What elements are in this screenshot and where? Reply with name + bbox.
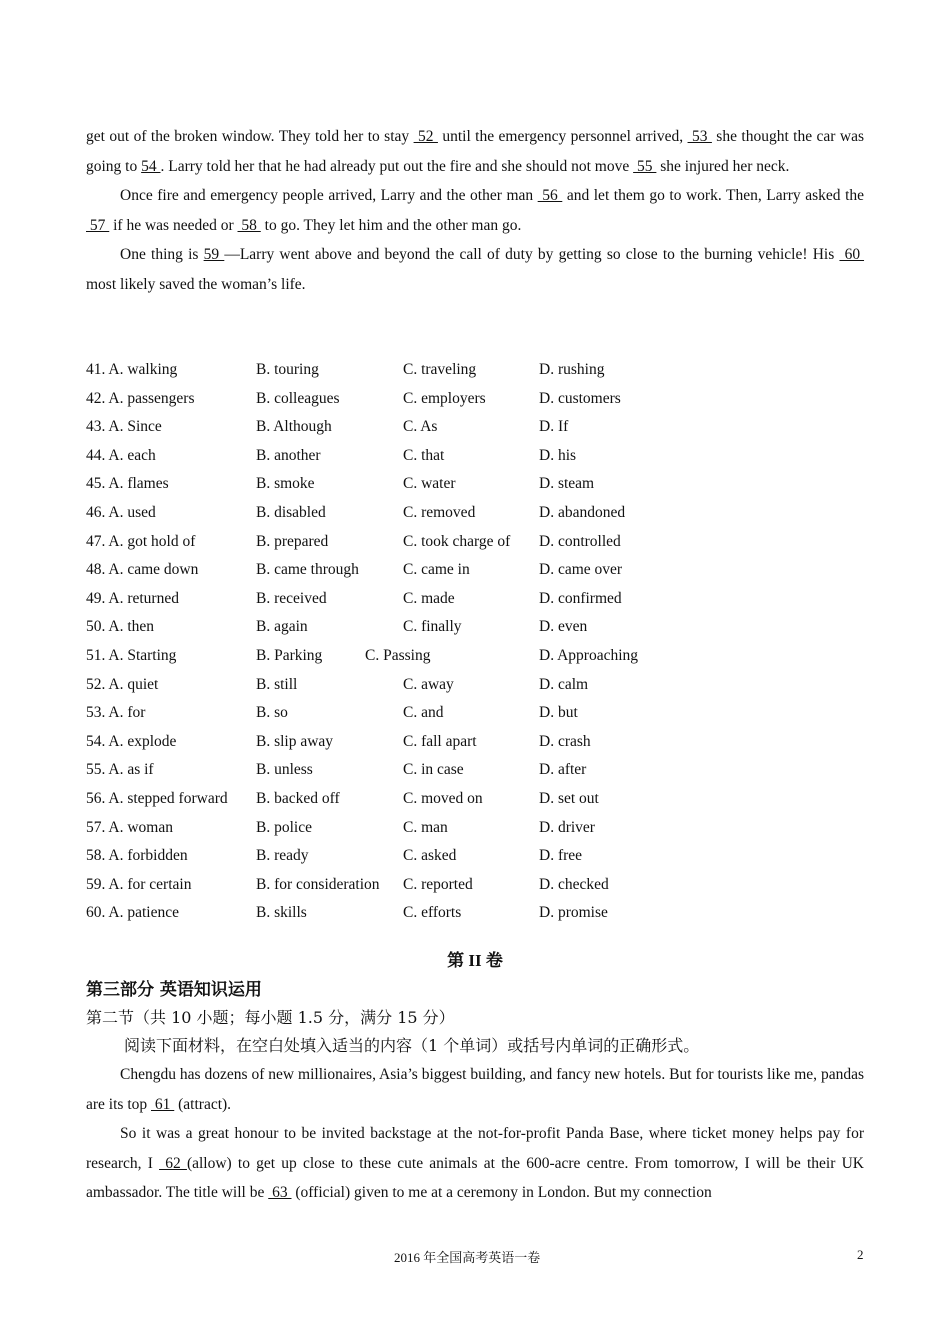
option-c: C. took charge of xyxy=(403,532,511,550)
option-b: B. Parking xyxy=(256,646,323,664)
passage-paragraph xyxy=(86,122,864,181)
option-row xyxy=(86,413,786,442)
option-c: C. moved on xyxy=(403,789,483,807)
blank-53: 53 xyxy=(687,128,712,145)
option-a: 48. A. came down xyxy=(86,561,199,579)
page-number: 2 xyxy=(857,1247,864,1262)
option-c: C. fall apart xyxy=(403,732,477,750)
option-a: 57. A. woman xyxy=(86,818,173,836)
text: —Larry went above and beyond the call of duty by getting so close to the burning vehicle! His xyxy=(224,246,840,264)
option-d: D. rushing xyxy=(539,361,605,378)
option-b: B. slip away xyxy=(256,732,334,750)
option-row xyxy=(86,585,786,614)
option-b: B. colleagues xyxy=(256,389,340,407)
option-a: 47. A. got hold of xyxy=(86,532,196,550)
option-a: 52. A. quiet xyxy=(86,675,159,693)
option-a: 56. A. stepped forward xyxy=(86,789,228,807)
option-c: C. employers xyxy=(403,389,486,407)
blank-55: 55 xyxy=(633,157,657,175)
option-d: D. set out xyxy=(539,789,599,807)
option-a: 58. A. forbidden xyxy=(86,847,188,865)
blank-54: 54 xyxy=(141,157,161,175)
text: Once fire and emergency people arrived, Larry and the other man xyxy=(120,187,538,205)
option-d: D. even xyxy=(539,618,588,636)
option-a: 44. A. each xyxy=(86,446,156,464)
blank-52: 52 xyxy=(413,128,438,145)
option-b: B. again xyxy=(256,618,308,636)
section-title: 第三部分 英语知识运用 xyxy=(86,980,262,1000)
option-c: C. in case xyxy=(403,761,464,779)
option-row xyxy=(86,356,786,385)
option-b: B. still xyxy=(256,675,298,693)
option-row xyxy=(86,814,786,843)
option-row xyxy=(86,528,786,557)
option-d: D. abandoned xyxy=(539,503,626,521)
option-row xyxy=(86,756,786,785)
option-c: C. away xyxy=(403,675,454,693)
footer-title: 2016 年全国高考英语一卷 xyxy=(394,1250,541,1265)
option-d: D. driver xyxy=(539,818,595,836)
option-a: 43. A. Since xyxy=(86,418,162,436)
option-c: C. that xyxy=(403,446,445,464)
option-a: 50. A. then xyxy=(86,618,155,636)
blank-62: 62 xyxy=(159,1154,187,1172)
text: she thought the car was going to xyxy=(86,128,864,175)
option-b: B. backed off xyxy=(256,789,340,807)
text: to go. They let him and the other man go. xyxy=(260,216,522,234)
option-a: 49. A. returned xyxy=(86,589,179,607)
section-subtitle: 第二节（共 10 小题；每小题 1.5 分，满分 15 分） xyxy=(86,1008,455,1027)
answer-options xyxy=(86,356,786,928)
text: until the emergency personnel arrived, xyxy=(437,128,688,145)
option-a: 54. A. explode xyxy=(86,732,177,750)
option-a: 42. A. passengers xyxy=(86,389,195,407)
option-row xyxy=(86,699,786,728)
passage-1 xyxy=(86,122,864,300)
option-a: 41. A. walking xyxy=(86,361,178,378)
blank-63: 63 xyxy=(268,1184,292,1202)
option-c: C. made xyxy=(403,589,455,607)
option-c: C. finally xyxy=(403,618,462,636)
option-d: D. his xyxy=(539,446,577,464)
option-row xyxy=(86,385,786,414)
option-d: D. customers xyxy=(539,389,621,407)
option-b: B. touring xyxy=(256,361,319,378)
passage-paragraph xyxy=(86,1060,864,1119)
blank-61: 61 xyxy=(151,1095,175,1113)
blank-57: 57 xyxy=(86,216,110,234)
option-c: C. came in xyxy=(403,561,470,579)
option-c: C. Passing xyxy=(365,646,431,664)
option-c: C. and xyxy=(403,704,444,722)
part-2 xyxy=(86,946,864,1208)
option-b: B. so xyxy=(256,704,288,722)
passage-paragraph xyxy=(86,240,864,299)
option-row xyxy=(86,470,786,499)
option-d: D. promise xyxy=(539,904,608,922)
text: So it was a great honour to be invited backstage at the not-for-profit Panda Base, where ticket money helps pay for research, I xyxy=(86,1125,864,1172)
option-d: D. free xyxy=(539,847,583,865)
option-b: B. Although xyxy=(256,418,332,436)
option-c: C. water xyxy=(403,475,456,493)
option-row xyxy=(86,499,786,528)
option-c: C. man xyxy=(403,818,448,836)
option-d: D. after xyxy=(539,761,587,779)
option-b: B. disabled xyxy=(256,503,326,521)
option-a: 55. A. as if xyxy=(86,761,154,779)
text: (official) given to me at a ceremony in London. But my connection xyxy=(291,1184,712,1202)
blank-56: 56 xyxy=(537,187,563,205)
option-b: B. prepared xyxy=(256,532,329,550)
option-b: B. unless xyxy=(256,761,313,779)
option-d: D. checked xyxy=(539,875,609,893)
passage-paragraph xyxy=(86,1119,864,1208)
option-d: D. came over xyxy=(539,561,623,579)
option-d: D. calm xyxy=(539,675,589,693)
passage-paragraph xyxy=(86,181,864,240)
option-d: D. If xyxy=(539,418,569,436)
text: (allow) to get up close to these cute animals at the 600-acre centre. From tomorrow, I will be their UK ambassador. The title will be xyxy=(86,1154,864,1202)
option-b: B. skills xyxy=(256,904,307,922)
option-b: B. received xyxy=(256,589,327,607)
option-row xyxy=(86,871,786,900)
option-row xyxy=(86,442,786,471)
option-row xyxy=(86,642,786,671)
text: One thing is xyxy=(120,246,204,264)
option-row xyxy=(86,556,786,585)
text: get out of the broken window. They told her to stay xyxy=(86,128,414,145)
text: . Larry told her that he had already put out the fire and she should not move xyxy=(160,157,634,175)
blank-59: 59 xyxy=(203,246,225,264)
option-row xyxy=(86,613,786,642)
option-a: 51. A. Starting xyxy=(86,646,177,664)
option-a: 60. A. patience xyxy=(86,904,179,922)
option-row xyxy=(86,671,786,700)
option-a: 53. A. for xyxy=(86,704,146,722)
option-a: 46. A. used xyxy=(86,503,156,521)
volume-title: 第 II 卷 xyxy=(447,951,503,970)
option-b: B. police xyxy=(256,818,312,836)
option-a: 59. A. for certain xyxy=(86,875,192,893)
blank-58: 58 xyxy=(237,216,261,234)
option-b: B. came through xyxy=(256,561,359,579)
text: Chengdu has dozens of new millionaires, Asia’s biggest building, and fancy new hotels. But for tourists like me, pandas are its top xyxy=(86,1066,864,1113)
passage-2 xyxy=(86,1060,864,1208)
option-d: D. but xyxy=(539,704,578,722)
option-a: 45. A. flames xyxy=(86,475,169,493)
option-c: C. reported xyxy=(403,875,473,893)
option-row xyxy=(86,785,786,814)
blank-60: 60 xyxy=(839,246,865,264)
option-b: B. smoke xyxy=(256,475,315,493)
option-row xyxy=(86,899,786,928)
option-c: C. removed xyxy=(403,503,476,521)
option-c: C. efforts xyxy=(403,904,462,922)
text: she injured her neck. xyxy=(656,157,790,175)
option-d: D. confirmed xyxy=(539,589,622,607)
option-d: D. Approaching xyxy=(539,646,639,664)
option-d: D. crash xyxy=(539,732,591,750)
option-c: C. asked xyxy=(403,847,457,865)
option-d: D. steam xyxy=(539,475,595,493)
option-b: B. for consideration xyxy=(256,875,380,893)
option-c: C. traveling xyxy=(403,361,477,378)
option-c: C. As xyxy=(403,418,438,436)
option-row xyxy=(86,842,786,871)
option-b: B. ready xyxy=(256,847,309,865)
option-row xyxy=(86,728,786,757)
text: (attract). xyxy=(174,1095,232,1113)
text: and let them go to work. Then, Larry asked the xyxy=(562,187,864,205)
text: if he was needed or xyxy=(109,216,238,234)
option-d: D. controlled xyxy=(539,532,621,550)
option-b: B. another xyxy=(256,446,321,464)
text: most likely saved the woman’s life. xyxy=(86,275,306,293)
instruction: 阅读下面材料，在空白处填入适当的内容（1 个单词）或括号内单词的正确形式。 xyxy=(124,1036,700,1055)
